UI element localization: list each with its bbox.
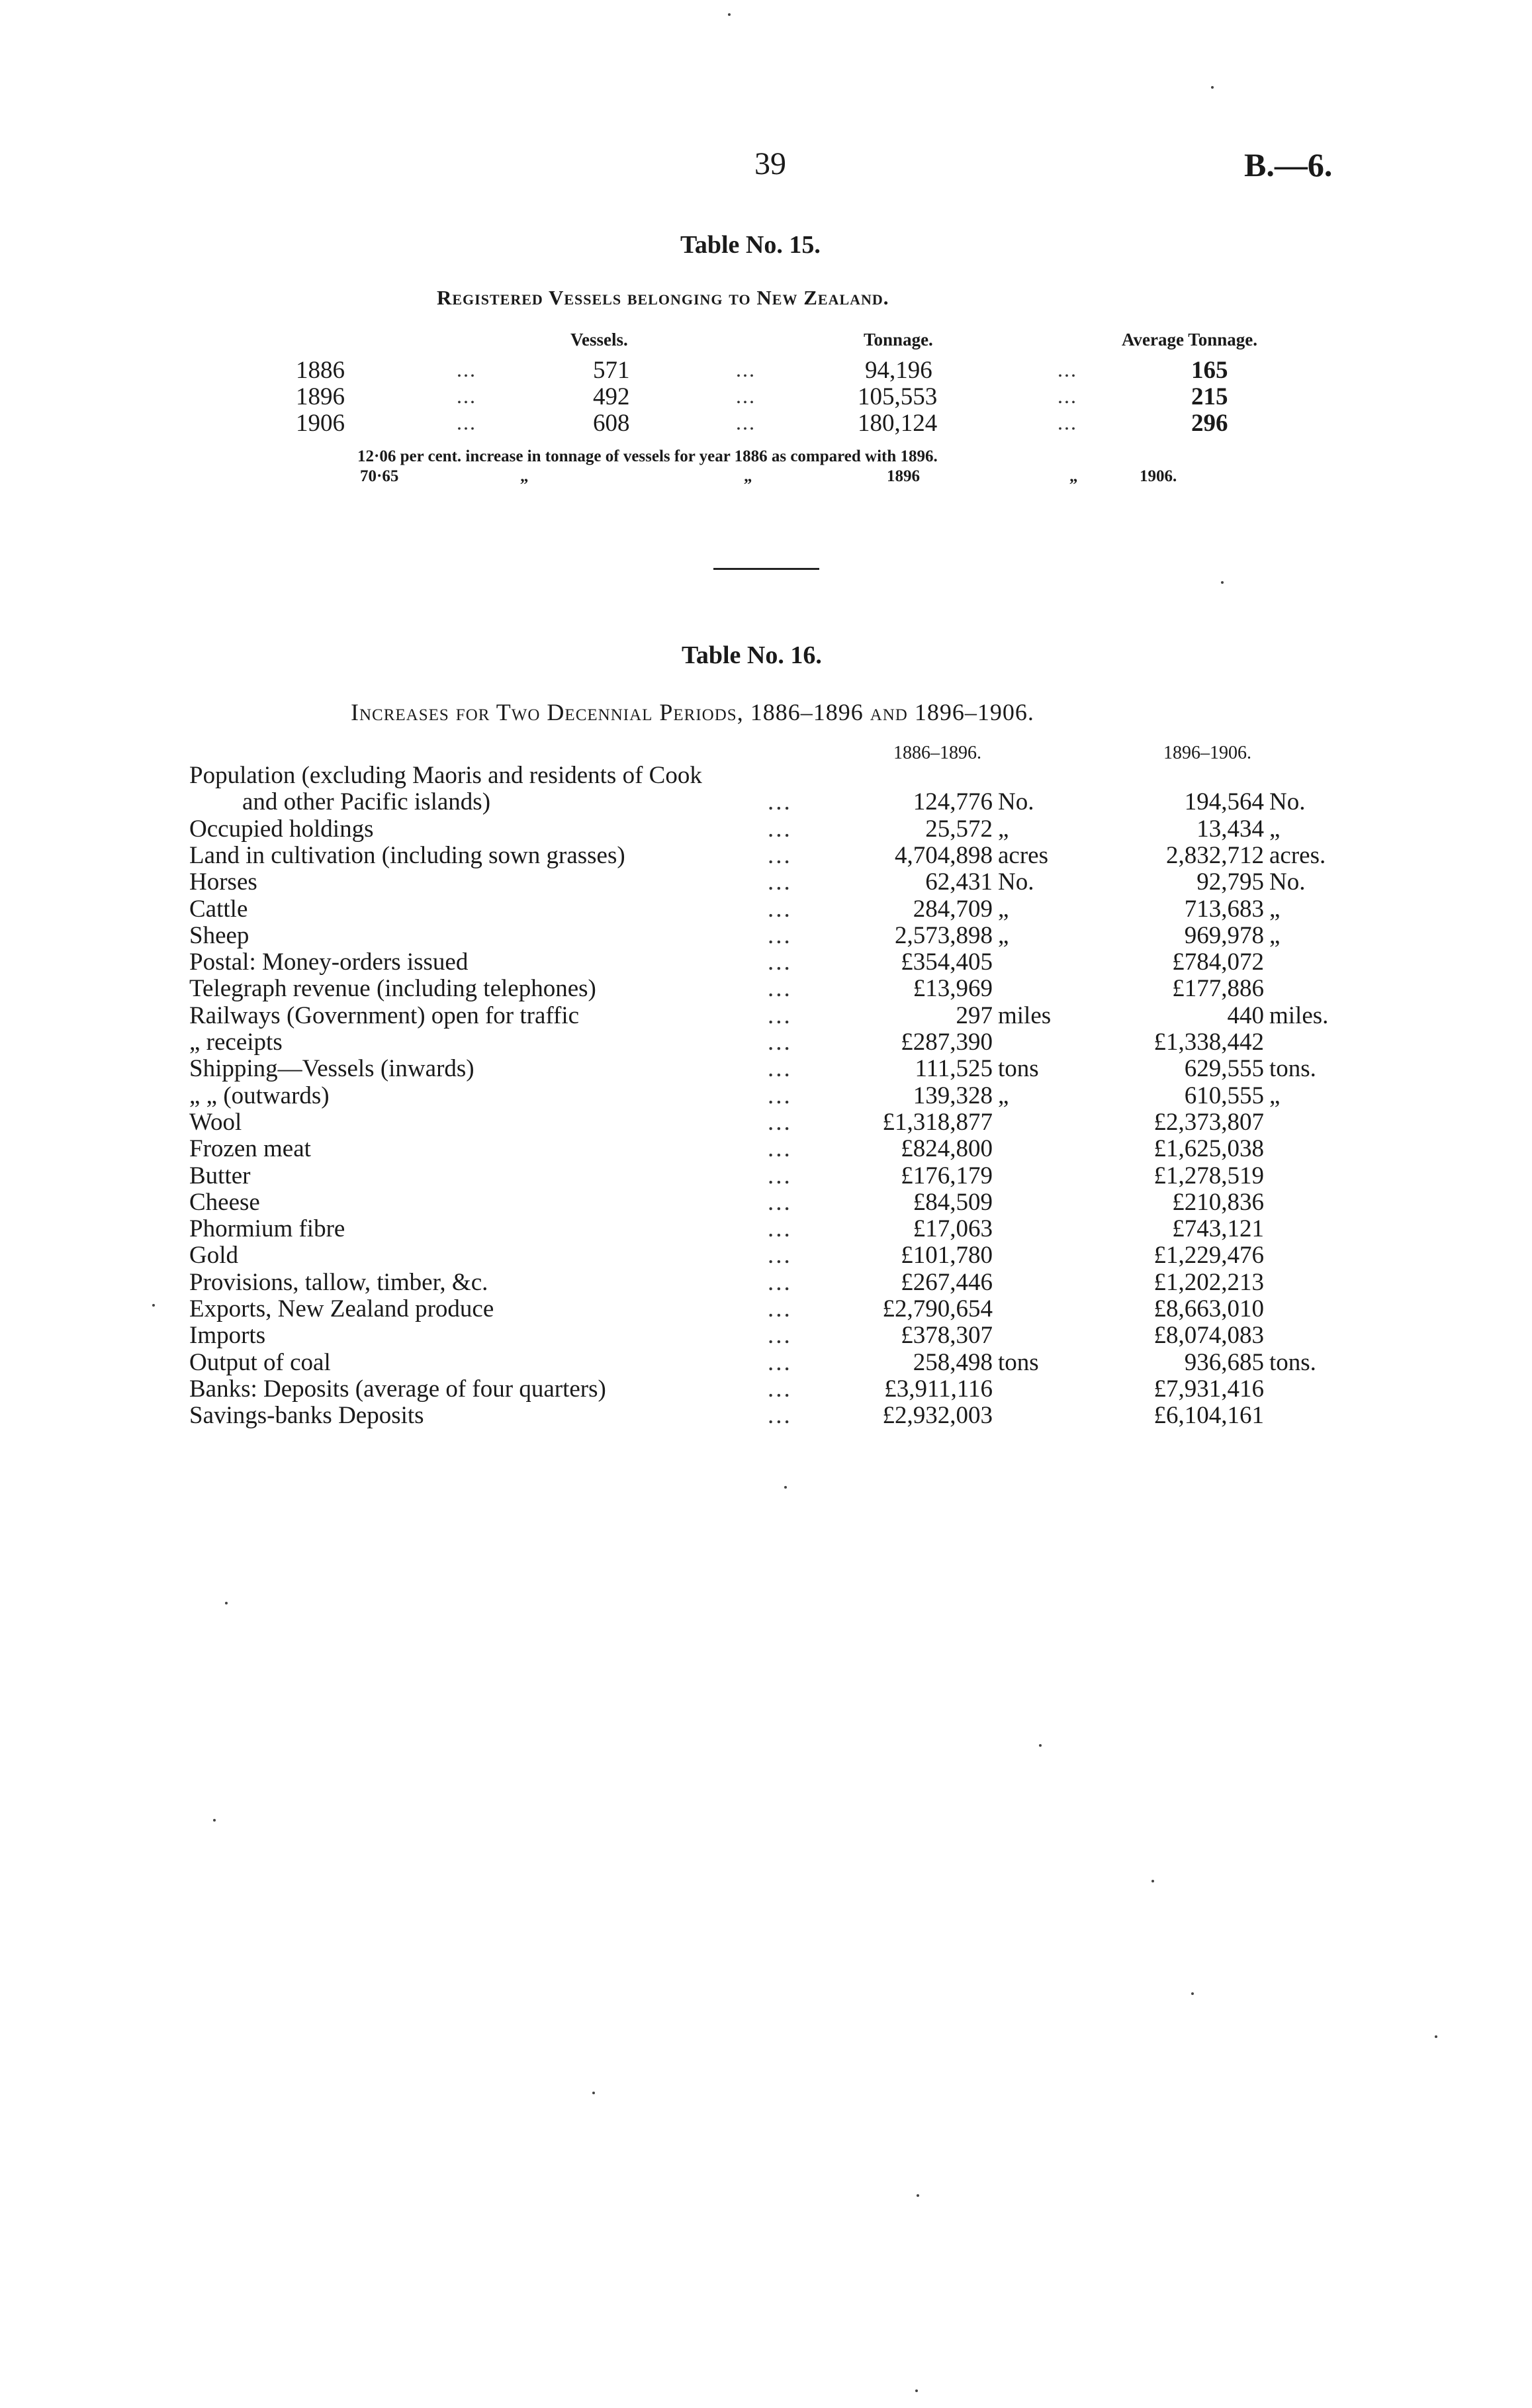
scan-speck — [784, 1486, 787, 1489]
leader-dots: ... — [768, 1162, 792, 1189]
cell-u1: No. — [998, 788, 1034, 815]
ditto-mark: „ — [520, 467, 529, 485]
average-cell: 296 — [1191, 410, 1228, 437]
note-percentage: 70·65 — [360, 467, 399, 485]
row-label: Land in cultivation (including sown grasses) — [189, 842, 625, 869]
scan-speck — [1435, 2035, 1437, 2038]
col-head-1896-1906: 1896–1906. — [1163, 743, 1251, 763]
scan-speck — [915, 2389, 918, 2392]
leader-dots: ... — [768, 788, 792, 815]
cell-u1: No. — [998, 868, 1034, 896]
cell-u2: „ — [1269, 815, 1281, 843]
year-cell: 1896 — [296, 383, 345, 410]
vessels-cell: 492 — [593, 383, 630, 410]
cell-v2: 13,434 — [1196, 815, 1264, 843]
cell-v1: £287,390 — [901, 1029, 993, 1056]
cell-u2: „ — [1269, 896, 1281, 923]
row-label: Railways (Government) open for traffic — [189, 1002, 580, 1029]
leader-dots: ... — [768, 1082, 792, 1109]
cell-v2: 713,683 — [1184, 896, 1264, 923]
col-head-average-tonnage: Average Tonnage. — [1122, 330, 1258, 349]
vessels-cell: 608 — [593, 410, 630, 437]
row-label: Wool — [189, 1109, 242, 1136]
document-code: B.—6. — [1244, 146, 1333, 183]
leader-dots: ... — [768, 842, 792, 869]
row-label: Exports, New Zealand produce — [189, 1295, 494, 1322]
row-label: Postal: Money-orders issued — [189, 949, 469, 976]
year-cell: 1886 — [296, 357, 345, 384]
leader-dots: ... — [768, 815, 792, 843]
row-label: Butter — [189, 1162, 251, 1189]
leader-dots: ... — [457, 357, 476, 381]
year-cell: 1906 — [296, 410, 345, 437]
cell-v1: 258,498 — [913, 1349, 993, 1376]
row-label: Output of coal — [189, 1349, 331, 1376]
scan-speck — [1151, 1880, 1154, 1882]
leader-dots: ... — [457, 384, 476, 408]
table-15-note: 12·06 per cent. increase in tonnage of vessels for year 1886 as compared with 1896. — [357, 447, 938, 465]
table-16-subtitle: Increases for Two Decennial Periods, 1886–1896 and 1896–1906. — [351, 699, 1034, 725]
cell-v2: 440 — [1227, 1002, 1264, 1029]
cell-v1: £17,063 — [913, 1215, 993, 1242]
row-label: Horses — [189, 868, 257, 896]
cell-u2: tons. — [1269, 1055, 1316, 1082]
cell-v2: £8,663,010 — [1153, 1295, 1264, 1322]
row-label: Telegraph revenue (including telephones) — [189, 975, 596, 1002]
cell-v2: £177,886 — [1172, 975, 1264, 1002]
leader-dots: ... — [768, 1189, 792, 1216]
cell-v1: 4,704,898 — [895, 842, 993, 869]
cell-v2: £1,338,442 — [1153, 1029, 1264, 1056]
leader-dots: ... — [457, 410, 476, 434]
cell-v1: 111,525 — [915, 1055, 993, 1082]
leader-dots: ... — [768, 1402, 792, 1429]
cell-v1: £13,969 — [913, 975, 993, 1002]
cell-u2: acres. — [1269, 842, 1326, 869]
leader-dots: ... — [736, 357, 756, 381]
cell-v2: 194,564 — [1184, 788, 1264, 815]
cell-v2: £8,074,083 — [1153, 1322, 1264, 1349]
leader-dots: ... — [768, 1002, 792, 1029]
cell-v1: 284,709 — [913, 896, 993, 923]
cell-v1: £378,307 — [901, 1322, 993, 1349]
cell-v2: 610,555 — [1184, 1082, 1264, 1109]
row-label: Gold — [189, 1242, 238, 1269]
average-cell: 165 — [1191, 357, 1228, 384]
section-divider — [713, 568, 819, 570]
cell-v1: £3,911,116 — [884, 1375, 993, 1403]
cell-u1: tons — [998, 1349, 1039, 1376]
cell-v2: £6,104,161 — [1153, 1402, 1264, 1429]
average-cell: 215 — [1191, 383, 1228, 410]
cell-v2: £1,202,213 — [1153, 1269, 1264, 1296]
row-label: Phormium fibre — [189, 1215, 345, 1242]
note-year: 1896 — [887, 467, 920, 485]
cell-v1: £267,446 — [901, 1269, 993, 1296]
cell-u2: No. — [1269, 868, 1306, 896]
cell-v1: 25,572 — [925, 815, 993, 843]
page-number: 39 — [754, 146, 786, 181]
leader-dots: ... — [768, 1029, 792, 1056]
scan-speck — [1191, 1992, 1194, 1995]
cell-v1: £2,932,003 — [882, 1402, 993, 1429]
row-label: „ „ (outwards) — [189, 1082, 330, 1109]
leader-dots: ... — [768, 1215, 792, 1242]
cell-v2: £2,373,807 — [1153, 1109, 1264, 1136]
table-15-title: Table No. 15. — [680, 231, 821, 259]
ditto-mark: „ — [744, 467, 752, 485]
leader-dots: ... — [1058, 410, 1077, 434]
col-head-tonnage: Tonnage. — [864, 330, 933, 349]
row-label: Cheese — [189, 1189, 260, 1216]
leader-dots: ... — [768, 1295, 792, 1322]
leader-dots: ... — [768, 949, 792, 976]
cell-v2: £210,836 — [1172, 1189, 1264, 1216]
row-label: Shipping—Vessels (inwards) — [189, 1055, 474, 1082]
cell-v1: 139,328 — [913, 1082, 993, 1109]
leader-dots: ... — [1058, 384, 1077, 408]
leader-dots: ... — [768, 1242, 792, 1269]
row-label: Frozen meat — [189, 1135, 311, 1162]
cell-u1: „ — [998, 1082, 1009, 1109]
leader-dots: ... — [768, 896, 792, 923]
cell-u1: „ — [998, 815, 1009, 843]
row-label: „ receipts — [189, 1029, 283, 1056]
leader-dots: ... — [768, 1269, 792, 1296]
cell-v2: 92,795 — [1196, 868, 1264, 896]
note-year: 1906. — [1140, 467, 1177, 485]
cell-u1: tons — [998, 1055, 1039, 1082]
cell-v1: £101,780 — [901, 1242, 993, 1269]
tonnage-cell: 105,553 — [858, 383, 938, 410]
cell-v2: 2,832,712 — [1166, 842, 1264, 869]
vessels-cell: 571 — [593, 357, 630, 384]
cell-v2: £7,931,416 — [1153, 1375, 1264, 1403]
table-15-subtitle: Registered Vessels belonging to New Zealand. — [437, 286, 889, 309]
row-label: Provisions, tallow, timber, &c. — [189, 1269, 488, 1296]
scan-speck — [917, 2194, 919, 2197]
scan-speck — [213, 1819, 216, 1822]
cell-v2: 969,978 — [1184, 922, 1264, 949]
cell-u2: tons. — [1269, 1349, 1316, 1376]
cell-v2: 629,555 — [1184, 1055, 1264, 1082]
cell-v2: £784,072 — [1172, 949, 1264, 976]
leader-dots: ... — [768, 1055, 792, 1082]
cell-v2: £1,625,038 — [1153, 1135, 1264, 1162]
row-label: Sheep — [189, 922, 249, 949]
tonnage-cell: 180,124 — [858, 410, 938, 437]
cell-u2: „ — [1269, 1082, 1281, 1109]
cell-u1: miles — [998, 1002, 1052, 1029]
col-head-vessels: Vessels. — [570, 330, 628, 349]
cell-v1: £176,179 — [901, 1162, 993, 1189]
leader-dots: ... — [768, 1375, 792, 1403]
cell-v2: £1,229,476 — [1153, 1242, 1264, 1269]
leader-dots: ... — [768, 1109, 792, 1136]
cell-v1: £824,800 — [901, 1135, 993, 1162]
cell-v1: £84,509 — [913, 1189, 993, 1216]
leader-dots: ... — [1058, 357, 1077, 381]
table-16-title: Table No. 16. — [682, 641, 822, 669]
cell-v2: £1,278,519 — [1153, 1162, 1264, 1189]
leader-dots: ... — [736, 384, 756, 408]
cell-v1: £354,405 — [901, 949, 993, 976]
cell-v1: £2,790,654 — [882, 1295, 993, 1322]
cell-u1: acres — [998, 842, 1048, 869]
scan-speck — [152, 1304, 155, 1307]
cell-u1: „ — [998, 922, 1009, 949]
leader-dots: ... — [768, 1135, 792, 1162]
cell-v2: 936,685 — [1184, 1349, 1264, 1376]
leader-dots: ... — [736, 410, 756, 434]
row-label: Savings-banks Deposits — [189, 1402, 424, 1429]
cell-u2: No. — [1269, 788, 1306, 815]
leader-dots: ... — [768, 1322, 792, 1349]
cell-u2: „ — [1269, 922, 1281, 949]
scan-speck — [225, 1602, 228, 1604]
row-label: Cattle — [189, 896, 248, 923]
cell-v1: 124,776 — [913, 788, 993, 815]
cell-u2: miles. — [1269, 1002, 1329, 1029]
cell-u1: „ — [998, 896, 1009, 923]
scan-speck — [592, 2092, 595, 2094]
cell-v1: 297 — [956, 1002, 993, 1029]
leader-dots: ... — [768, 975, 792, 1002]
cell-v1: 62,431 — [925, 868, 993, 896]
cell-v1: 2,573,898 — [895, 922, 993, 949]
scan-speck — [1221, 581, 1224, 584]
tonnage-cell: 94,196 — [865, 357, 932, 384]
row-label: Banks: Deposits (average of four quarters) — [189, 1375, 606, 1403]
leader-dots: ... — [768, 868, 792, 896]
leader-dots: ... — [768, 922, 792, 949]
row-label: Population (excluding Maoris and residents of Cook — [189, 762, 702, 789]
cell-v1: £1,318,877 — [882, 1109, 993, 1136]
row-label: Imports — [189, 1322, 266, 1349]
scan-speck — [1211, 86, 1214, 89]
row-label: Occupied holdings — [189, 815, 374, 843]
scan-speck — [1039, 1744, 1042, 1747]
scan-speck — [728, 13, 731, 16]
cell-v2: £743,121 — [1172, 1215, 1264, 1242]
col-head-1886-1896: 1886–1896. — [893, 743, 981, 763]
row-label: and other Pacific islands) — [242, 788, 491, 815]
leader-dots: ... — [768, 1349, 792, 1376]
ditto-mark: „ — [1069, 467, 1078, 485]
